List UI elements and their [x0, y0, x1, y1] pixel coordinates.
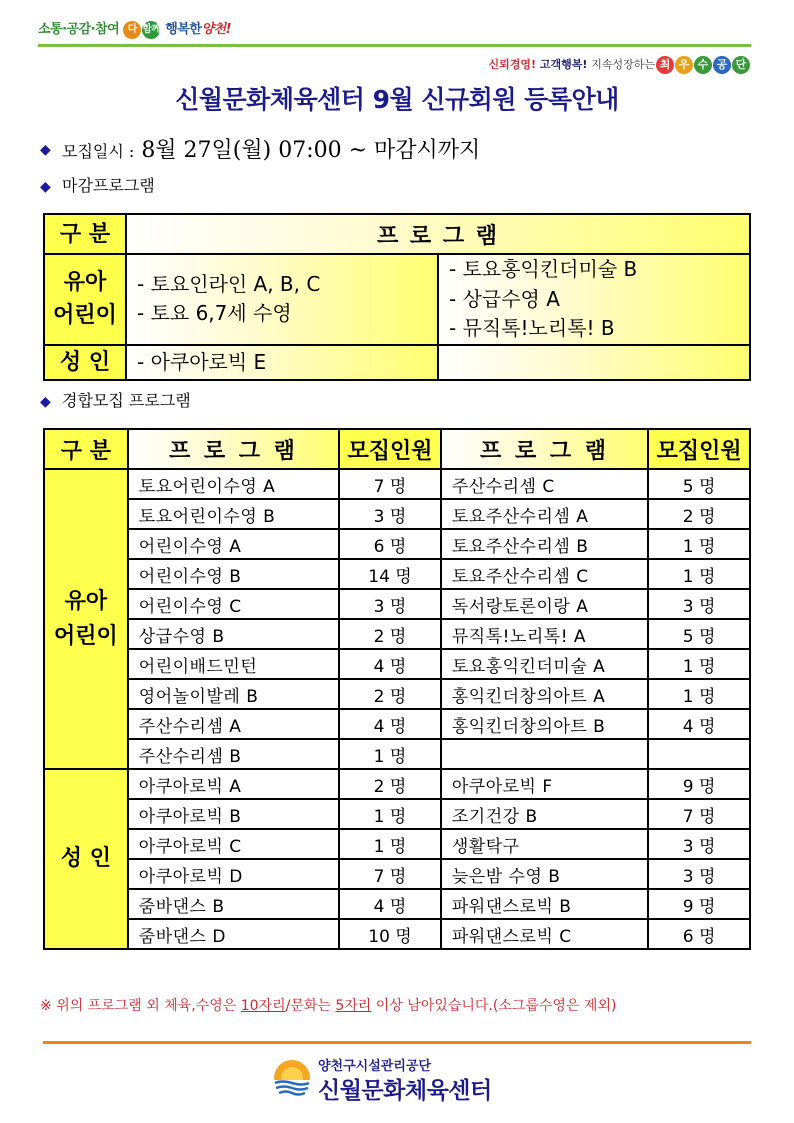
diamond-bullet-icon: ◆ — [40, 142, 51, 158]
program-cell: 토요홍익킨더미술 A — [441, 649, 648, 679]
count-cell: 1 명 — [648, 529, 750, 559]
count-cell: 7 명 — [339, 859, 441, 889]
closed-left-cell — [126, 254, 438, 345]
header-count-2: 모집인원 — [648, 429, 750, 469]
category-cell — [44, 254, 126, 345]
diamond-bullet-icon: ◆ — [40, 179, 51, 195]
count-cell: 1 명 — [648, 649, 750, 679]
motto-ball-1: 최 — [656, 56, 674, 74]
header-category: 구 분 — [44, 429, 128, 469]
table-row — [44, 589, 750, 619]
table-row — [44, 254, 750, 345]
program-cell: 어린이수영 B — [128, 559, 339, 589]
motto-ball-3: 수 — [694, 56, 712, 74]
count-cell: 5 명 — [648, 619, 750, 649]
motto-ball-4: 공 — [713, 56, 731, 74]
open-programs-table — [43, 428, 751, 950]
motto-ball-5: 단 — [732, 56, 750, 74]
program-cell: 영어놀이발레 B — [128, 679, 339, 709]
category-line-1: 유아 — [64, 588, 108, 614]
program-cell: 아쿠아로빅 F — [441, 769, 648, 799]
count-cell: 2 명 — [648, 499, 750, 529]
program-cell: 아쿠아로빅 A — [128, 769, 339, 799]
program-cell: 파워댄스로빅 C — [441, 919, 648, 949]
header-motto — [488, 56, 750, 74]
program-cell: 홍익킨더창의아트 A — [441, 679, 648, 709]
table-row — [44, 859, 750, 889]
table-row — [44, 619, 750, 649]
motto-2: 고객행복! — [539, 58, 588, 71]
program-cell: 주산수리셈 A — [128, 709, 339, 739]
count-cell: 6 명 — [339, 529, 441, 559]
table-row — [44, 679, 750, 709]
table-row — [44, 559, 750, 589]
closed-left-cell — [126, 345, 438, 380]
program-cell: 뮤직톡!노리톡! A — [441, 619, 648, 649]
count-cell: 3 명 — [648, 859, 750, 889]
slogan-city: 양천! — [201, 22, 232, 37]
motto-ball-2: 우 — [675, 56, 693, 74]
closed-programs-table — [43, 213, 751, 381]
count-cell: 7 명 — [648, 799, 750, 829]
count-cell: 7 명 — [339, 469, 441, 499]
footer-org-main: 신월문화체육센터 — [318, 1078, 492, 1104]
count-cell: 3 명 — [339, 589, 441, 619]
program-cell: 토요주산수리셈 B — [441, 529, 648, 559]
count-cell: 2 명 — [339, 769, 441, 799]
table-header-row — [44, 429, 750, 469]
table-row — [44, 649, 750, 679]
note-text-2: /문화는 — [285, 998, 331, 1014]
count-cell: 14 명 — [339, 559, 441, 589]
program-cell: 주산수리셈 B — [128, 739, 339, 769]
list-item: - 토요홍익킨더미술 B — [449, 257, 638, 281]
count-cell: 3 명 — [648, 829, 750, 859]
count-cell: 1 명 — [648, 559, 750, 589]
count-cell: 2 명 — [339, 619, 441, 649]
program-cell: 주산수리셈 C — [441, 469, 648, 499]
count-cell: 2 명 — [339, 679, 441, 709]
slogan-ball-2: 함께 — [142, 21, 160, 39]
page-title: 신월문화체육센터 9월 신규회원 등록안내 — [175, 85, 619, 114]
count-cell: 9 명 — [648, 889, 750, 919]
note-mark: ※ — [40, 998, 52, 1014]
count-cell: 1 명 — [339, 829, 441, 859]
count-cell: 4 명 — [339, 889, 441, 919]
header-divider — [38, 44, 751, 47]
table-row — [44, 829, 750, 859]
program-cell: 파워댄스로빅 B — [441, 889, 648, 919]
note-text-1: 위의 프로그램 외 체육,수영은 — [56, 998, 237, 1014]
category-cell: 성 인 — [44, 345, 126, 380]
open-heading-line — [40, 388, 191, 411]
program-cell: 토요어린이수영 B — [128, 499, 339, 529]
slogan-ball-1: 다 — [123, 21, 141, 39]
table-row — [44, 889, 750, 919]
count-cell: 4 명 — [339, 709, 441, 739]
footer-divider — [43, 1041, 751, 1044]
table-row — [44, 709, 750, 739]
program-cell: 아쿠아로빅 B — [128, 799, 339, 829]
count-cell: 6 명 — [648, 919, 750, 949]
count-cell: 1 명 — [339, 799, 441, 829]
note-underline-1: 10자리 — [240, 998, 286, 1014]
motto-3: 지속성장하는 — [591, 58, 655, 71]
header-program-1: 프 로 그 램 — [128, 429, 339, 469]
header-program: 프 로 그 램 — [126, 214, 750, 254]
count-cell: 1 명 — [339, 739, 441, 769]
open-heading: 경합모집 프로그램 — [62, 391, 191, 410]
note-underline-2: 5자리 — [335, 998, 372, 1014]
count-cell: 9 명 — [648, 769, 750, 799]
closed-right-cell — [438, 345, 750, 380]
category-line-1: 성 인 — [60, 846, 111, 872]
table-row — [44, 345, 750, 380]
category-cell — [44, 769, 128, 949]
slogan-prefix: 소통·공감·참여 — [38, 22, 120, 37]
header-program-2: 프 로 그 램 — [441, 429, 648, 469]
count-cell: 4 명 — [648, 709, 750, 739]
program-cell: 토요어린이수영 A — [128, 469, 339, 499]
category-line-2: 어린이 — [54, 624, 118, 649]
closed-heading: 마감프로그램 — [62, 176, 155, 195]
table-row — [44, 769, 750, 799]
program-cell: 어린이배드민턴 — [128, 649, 339, 679]
list-item: - 토요인라인 A, B, C — [137, 272, 321, 297]
program-cell: 어린이수영 C — [128, 589, 339, 619]
program-cell: 어린이수영 A — [128, 529, 339, 559]
table-row — [44, 469, 750, 499]
list-item: - 토요 6,7세 수영 — [137, 301, 292, 326]
program-cell: 생활탁구 — [441, 829, 648, 859]
table-row — [44, 529, 750, 559]
header-category: 구 분 — [44, 214, 126, 254]
program-cell: 토요주산수리셈 A — [441, 499, 648, 529]
motto-1: 신뢰경영! — [488, 58, 537, 71]
program-cell: 줌바댄스 B — [128, 889, 339, 919]
list-item: - 아쿠아로빅 E — [137, 349, 267, 374]
sun-wave-logo-icon — [272, 1058, 312, 1098]
footer-org-sub: 양천구시설관리공단 — [318, 1059, 432, 1074]
recruit-date-line — [40, 133, 480, 164]
program-cell: 아쿠아로빅 C — [128, 829, 339, 859]
diamond-bullet-icon: ◆ — [40, 394, 51, 410]
program-cell: 토요주산수리셈 C — [441, 559, 648, 589]
count-cell: 10 명 — [339, 919, 441, 949]
category-line-1: 유아 — [63, 270, 107, 296]
list-item: - 뮤직톡!노리톡! B — [449, 316, 615, 341]
program-cell: 독서랑토론이랑 A — [441, 589, 648, 619]
table-row — [44, 499, 750, 529]
header-count-1: 모집인원 — [339, 429, 441, 469]
program-cell: 상급수영 B — [128, 619, 339, 649]
open-programs-body — [44, 469, 750, 949]
count-cell: 4 명 — [339, 649, 441, 679]
count-cell: 3 명 — [339, 499, 441, 529]
slogan-happy: 행복한 — [165, 22, 202, 37]
table-row — [44, 739, 750, 769]
note-text-3: 이상 남아있습니다.(소그룹수영은 제외) — [375, 998, 617, 1014]
recruit-date-label: 모집일시 : — [62, 142, 135, 161]
list-item: - 상급수영 A — [449, 286, 560, 311]
category-cell — [44, 469, 128, 769]
count-cell: 1 명 — [648, 679, 750, 709]
program-cell: 줌바댄스 D — [128, 919, 339, 949]
recruit-date-value: 8월 27일(월) 07:00 ~ 마감시까지 — [141, 138, 481, 163]
closed-right-cell — [438, 254, 750, 345]
program-cell: 조기건강 B — [441, 799, 648, 829]
count-cell — [648, 739, 750, 769]
count-cell: 3 명 — [648, 589, 750, 619]
table-header-row — [44, 214, 750, 254]
header-slogan — [38, 18, 231, 39]
table-row — [44, 919, 750, 949]
category-line-2: 어린이 — [53, 303, 117, 329]
program-cell — [441, 739, 648, 769]
count-cell: 5 명 — [648, 469, 750, 499]
program-cell: 아쿠아로빅 D — [128, 859, 339, 889]
footnote — [40, 995, 616, 1015]
table-row — [44, 799, 750, 829]
program-cell: 홍익킨더창의아트 B — [441, 709, 648, 739]
closed-heading-line — [40, 173, 155, 196]
program-cell: 늦은밤 수영 B — [441, 859, 648, 889]
